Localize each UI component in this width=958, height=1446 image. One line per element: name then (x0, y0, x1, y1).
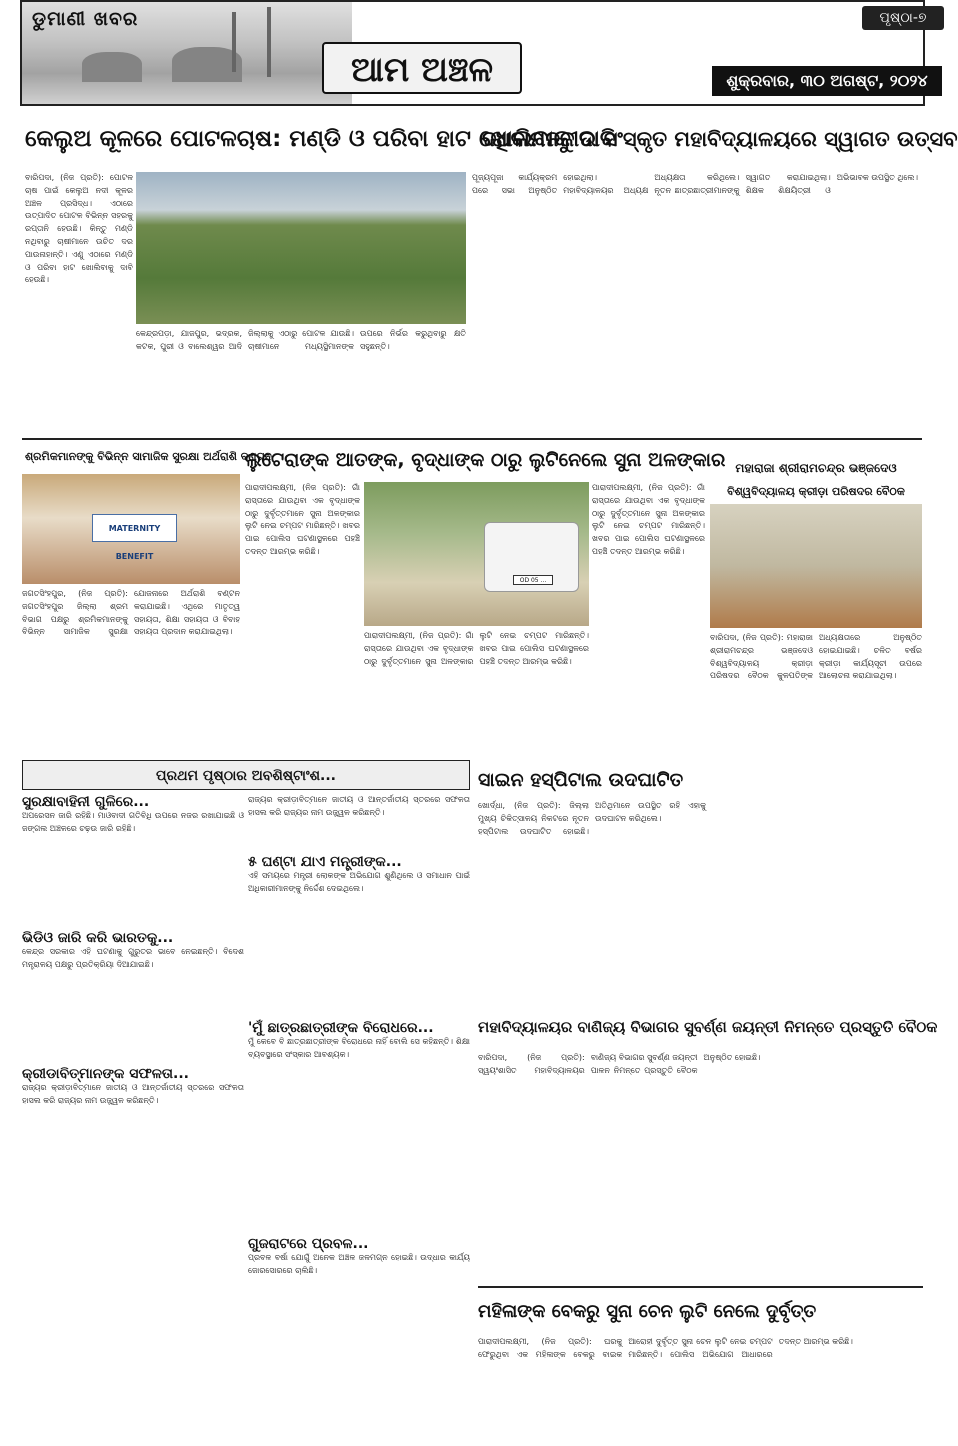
lead-right-body: ପୂଜ୍ୟପୂଜା କାର୍ଯ୍ୟକ୍ରମ ପରେ ସଭା ଅନୁଷ୍ଠିତ ହୋଇଥିଲା। ମହାବିଦ୍ୟାଳୟର ଅଧ୍ୟକ୍ଷ ଅଧ୍ୟକ୍ଷତା କରିଥିଲେ। ନୂତନ ଛାତ୍ରଛାତ୍ରୀମାନଙ୍କୁ ସ୍ୱାଗତ କରାଯାଇଥିଲା। ଶିକ୍ଷକ ଶିକ୍ଷୟିତ୍ରୀ ଓ ଅଭିଭାବକ ଉପସ୍ଥିତ ଥିଲେ। (472, 173, 918, 195)
university-photo (710, 504, 922, 628)
hospital-headline: ସାଇନ ହସ୍ପିଟାଲ ଉଦଘାଟିତ (478, 769, 684, 791)
robbery-body-right: ପାରାଦୀପଲକ୍ଷ୍ମୀ, (ନିଜ ପ୍ରତି): ଗାଁ ରାସ୍ତାରେ ଯାଉଥିବା ଏକ ବୃଦ୍ଧାଙ୍କ ଠାରୁ ଦୁର୍ବୃତ୍ତମାନେ ସୁନା ଅଳଙ୍କାର ଲୁଟି ନେଇ ଚମ୍ପଟ ମାରିଛନ୍ତି। ଖବର ପାଇ ପୋଲିସ ଘଟଣାସ୍ଥଳରେ ପହଞ୍ଚି ତଦନ୍ତ ଆରମ୍ଭ କରିଛି। (592, 483, 705, 556)
cont-4-body: ଏହି ସମୟରେ ମନ୍ତ୍ରୀ ଲୋକଙ୍କ ଅଭିଯୋଗ ଶୁଣିଥିଲେ ଓ ସମାଧାନ ପାଇଁ ଅଧିକାରୀମାନଙ୍କୁ ନିର୍ଦ୍ଦେଶ ଦେଇଥିଲେ। (248, 871, 470, 893)
continued-header: ପ୍ରଥମ ପୃଷ୍ଠାର ଅବଶିଷ୍ଟାଂଶ... (22, 760, 470, 790)
university-body: ବାରିପଦା, (ନିଜ ପ୍ରତି): ମହାରାଜା ଶ୍ରୀରାମଚନ୍ଦ୍ର ଭଞ୍ଜଦେଓ ବିଶ୍ୱବିଦ୍ୟାଳୟ କ୍ରୀଡ଼ା ପରିଷଦର ବୈଠକ କୁଳପତିଙ୍କ ଅଧ୍ୟକ୍ଷତାରେ ଅନୁଷ୍ଠିତ ହୋଇଯାଇଛି। ଚଳିତ ବର୍ଷର କ୍ରୀଡ଼ା କାର୍ଯ୍ୟସୂଚୀ ଉପରେ ଆଲୋଚନା କରାଯାଇଥିଲା। (710, 633, 922, 681)
workers-photo (22, 474, 240, 584)
lead-field-photo (136, 172, 466, 324)
robbery-body-left: ପାରାଦୀପଲକ୍ଷ୍ମୀ, (ନିଜ ପ୍ରତି): ଗାଁ ରାସ୍ତାରେ ଯାଉଥିବା ଏକ ବୃଦ୍ଧାଙ୍କ ଠାରୁ ଦୁର୍ବୃତ୍ତମାନେ ସୁନା ଅଳଙ୍କାର ଲୁଟି ନେଇ ଚମ୍ପଟ ମାରିଛନ୍ତି। ଖବର ପାଇ ପୋଲିସ ଘଟଣାସ୍ଥଳରେ ପହଞ୍ଚି ତଦନ୍ତ ଆରମ୍ଭ କରିଛି। (245, 483, 360, 556)
lead-headline-right: ଦଧିବାମନଜୀଉ ସଂସ୍କୃତ ମହାବିଦ୍ୟାଳୟରେ ସ୍ୱାଗତ ଉତ୍ସବ (482, 127, 958, 151)
university-headline-2: ବିଶ୍ୱବିଦ୍ୟାଳୟ କ୍ରୀଡ଼ା ପରିଷଦର ବୈଠକ (727, 485, 905, 498)
divider (22, 438, 922, 440)
cont-2-head: ଭିଡିଓ ଜାରି କରି ଭାରତକୁ... (22, 930, 174, 946)
benefit-card: MATERNITY BENEFIT (92, 514, 177, 542)
workers-headline: ଶ୍ରମିକମାନଙ୍କୁ ବିଭିନ୍ନ ସାମାଜିକ ସୁରକ୍ଷା ଅର୍ଥରାଶି ବଣ୍ଟନ (25, 450, 272, 463)
hospital-body: ଖୋର୍ଦ୍ଧା, (ନିଜ ପ୍ରତି): ଜିଲ୍ଲା ମୁଖ୍ୟ ଚିକିତ୍ସାଳୟ ନିକଟରେ ନୂତନ ହସ୍ପିଟାଲ ଉଦଘାଟିତ ହୋଇଛି। ଅତିଥିମାନେ ଉପସ୍ଥିତ ରହି ଏହାକୁ ଉଦଘାଟନ କରିଥିଲେ। (478, 801, 706, 836)
workers-body: ଜଗତସିଂହପୁର, (ନିଜ ପ୍ରତି): ଜଗତସିଂହପୁର ଜିଲ୍ଲା ଶ୍ରମ ବିଭାଗ ପକ୍ଷରୁ ଶ୍ରମିକମାନଙ୍କୁ ବିଭିନ୍ନ ସାମାଜିକ ସୁରକ୍ଷା ଯୋଜନାରେ ଅର୍ଥରାଶି ବଣ୍ଟନ କରାଯାଇଛି। ଏଥିରେ ମାତୃତ୍ୱ ସହାୟତା, ଶିକ୍ଷା ସହାୟତା ଓ ବିବାହ ସହାୟତା ପ୍ରଦାନ କରାଯାଇଥିଲା। (22, 589, 240, 637)
cont-1-head: ସୁରକ୍ଷାବାହିନୀ ଗୁଳିରେ... (22, 794, 150, 810)
masthead-brand: ଡୁମାଣୀ ଖବର (32, 8, 139, 30)
lead-left-body: ବାରିପଦା, (ନିଜ ପ୍ରତି): ପୋଟଳ ଚାଷ ପାଇଁ କେଲୁଅ ନଦୀ କୂଳର ଅଞ୍ଚଳ ପ୍ରସିଦ୍ଧ। ଏଠାରେ ଉତ୍ପାଦିତ ପୋଟଳ ବିଭିନ୍ନ ସହରକୁ ରପ୍ତାନି ହେଉଛି। କିନ୍ତୁ ମଣ୍ଡି ନଥିବାରୁ ଚାଷୀମାନେ ଉଚିତ ଦର ପାଉନାହାନ୍ତି। ଏଣୁ ଏଠାରେ ମଣ୍ଡି ଓ ପରିବା ହାଟ ଖୋଲିବାକୁ ଦାବି ହେଉଛି। (25, 173, 133, 285)
robbery-photo (364, 482, 589, 626)
cont-2-body: କେନ୍ଦ୍ର ସରକାର ଏହି ଘଟଣାକୁ ଗୁରୁତର ଭାବେ ନେଇଛନ୍ତି। ବିଦେଶ ମନ୍ତ୍ରାଳୟ ପକ୍ଷରୁ ପ୍ରତିକ୍ରିୟା ଦିଆଯାଇଛି। (22, 947, 244, 969)
cont-3b-body: ରାଜ୍ୟର କ୍ରୀଡ଼ାବିତ୍‌ମାନେ ଜାତୀୟ ଓ ଆନ୍ତର୍ଜାତୀୟ ସ୍ତରରେ ସଫଳତା ହାସଲ କରି ରାଜ୍ୟର ନାମ ଉଜ୍ଜ୍ୱଳ କରିଛନ୍ତି। (248, 795, 470, 817)
issue-date: ଶୁକ୍ରବାର, ୩୦ ଅଗଷ୍ଟ, ୨୦୨୪ (712, 66, 942, 96)
cont-6-head: ଗୁଜରାଟରେ ପ୍ରବଳ... (248, 1236, 369, 1252)
chain-headline: ମହିଳାଙ୍କ ବେକରୁ ସୁନା ଚେନ ଲୁଟି ନେଲେ ଦୁର୍ବୃତ୍ତ (478, 1286, 923, 1334)
vehicle-plate: OD 05 ... (513, 575, 553, 585)
lead-headline-left: କେଲୁଅ କୂଳରେ ପୋଟଳଚାଷ: ମଣ୍ଡି ଓ ପରିବା ହାଟ ଖୋଲିବାକୁ ଦାବି (25, 126, 616, 152)
cont-5-head: 'ମୁଁ ଛାତ୍ରଛାତ୍ରୀଙ୍କ ବିରୋଧରେ... (248, 1020, 434, 1036)
cont-3-body: ରାଜ୍ୟର କ୍ରୀଡ଼ାବିତ୍‌ମାନେ ଜାତୀୟ ଓ ଆନ୍ତର୍ଜାତୀୟ ସ୍ତରରେ ସଫଳତା ହାସଲ କରି ରାଜ୍ୟର ନାମ ଉଜ୍ଜ୍ୱଳ କରିଛନ୍ତି। (22, 1083, 244, 1105)
cont-3-head: କ୍ରୀଡାବିତ୍‌ମାନଙ୍କ ସଫଳତା... (22, 1066, 189, 1082)
continued-col-right (248, 794, 470, 1442)
chain-body: ପାରାଦୀପଲକ୍ଷ୍ମୀ, (ନିଜ ପ୍ରତି): ଘରକୁ ଫେରୁଥିବା ଏକ ମହିଳାଙ୍କ ବେକରୁ ବାଇକ ଆରୋହୀ ଦୁର୍ବୃତ୍ତ ସୁନା ଚେନ ଲୁଟି ନେଇ ଚମ୍ପଟ ମାରିଛନ୍ତି। ପୋଲିସ ଅଭିଯୋଗ ଆଧାରରେ ତଦନ୍ତ ଆରମ୍ଭ କରିଛି। (478, 1337, 853, 1359)
masthead (20, 0, 928, 106)
cont-6-body: ପ୍ରବଳ ବର୍ଷା ଯୋଗୁଁ ଅନେକ ଅଞ୍ଚଳ ଜଳମଗ୍ନ ହୋଇଛି। ଉଦ୍ଧାର କାର୍ଯ୍ୟ ଜୋରସୋରରେ ଚାଲିଛି। (248, 1253, 470, 1275)
commerce-body: ବାରିପଦା, (ନିଜ ପ୍ରତି): ସ୍ୱୟଂଶାସିତ ମହାବିଦ୍ୟାଳୟର ବାଣିଜ୍ୟ ବିଭାଗର ସୁବର୍ଣ୍ଣ ଜୟନ୍ତୀ ପାଳନ ନିମନ୍ତେ ପ୍ରସ୍ତୁତି ବୈଠକ ଅନୁଷ୍ଠିତ ହୋଇଛି। (478, 1053, 761, 1075)
page-number: ପୃଷ୍ଠା-୭ (862, 6, 944, 30)
section-title: ଆମ ଅଞ୍ଚଳ (322, 42, 522, 94)
cont-5-body: ମୁଁ କେବେ ବି ଛାତ୍ରଛାତ୍ରୀଙ୍କ ବିରୋଧରେ ନାହିଁ ବୋଲି ସେ କହିଛନ୍ତି। ଶିକ୍ଷା ବ୍ୟବସ୍ଥାରେ ସଂସ୍କାର ଆବଶ୍ୟକ। (248, 1037, 470, 1059)
cont-4-head: ୫ ଘଣ୍ଟା ଯାଏ ମନ୍ତ୍ରୀଙ୍କ... (248, 854, 402, 870)
university-headline-1: ମହାରାଜା ଶ୍ରୀରାମଚନ୍ଦ୍ର ଭଞ୍ଜଦେଓ (735, 461, 897, 475)
continued-col-left (22, 794, 244, 1442)
commerce-headline: ମହାବିଦ୍ୟାଳୟର ବାଣିଜ୍ୟ ବିଭାଗର ସୁବର୍ଣ୍ଣ ଜୟନ୍ତୀ ନିମନ୍ତେ ପ୍ରସ୍ତୁତି ବୈଠକ (478, 1018, 938, 1036)
robbery-body-mid: ପାରାଦୀପଲକ୍ଷ୍ମୀ, (ନିଜ ପ୍ରତି): ଗାଁ ରାସ୍ତାରେ ଯାଉଥିବା ଏକ ବୃଦ୍ଧାଙ୍କ ଠାରୁ ଦୁର୍ବୃତ୍ତମାନେ ସୁନା ଅଳଙ୍କାର ଲୁଟି ନେଇ ଚମ୍ପଟ ମାରିଛନ୍ତି। ଖବର ପାଇ ପୋଲିସ ଘଟଣାସ୍ଥଳରେ ପହଞ୍ଚି ତଦନ୍ତ ଆରମ୍ଭ କରିଛି। (364, 631, 589, 666)
cont-1-body: ଅପରେସନ ଜାରି ରହିଛି। ମାଓବାଦୀ ଗତିବିଧି ଉପରେ ନଜର ରଖାଯାଇଛି ଓ ଜଙ୍ଗଲ ଅଞ୍ଚଳରେ ଚଢ଼ଉ ଜାରି ରହିଛି। (22, 811, 244, 833)
lead-mid-body: କେନ୍ଦ୍ରପଡ଼ା, ଯାଜପୁର, ଭଦ୍ରକ, କଟକ, ପୁରୀ ଓ ବାଲେଶ୍ୱର ଆଦି ଜିଲ୍ଲାକୁ ଏଠାରୁ ପୋଟଳ ଯାଉଛି। ଚାଷୀମାନେ ମଧ୍ୟସ୍ଥିମାନଙ୍କ ଉପରେ ନିର୍ଭର କରୁଥିବାରୁ କ୍ଷତି ସହୁଛନ୍ତି। (136, 329, 466, 351)
robbery-headline: ଲୁଟେରାଙ୍କ ଆତଙ୍କ, ବୃଦ୍ଧାଙ୍କ ଠାରୁ ଲୁଟିନେଲେ ସୁନା ଅଳଙ୍କାର (245, 449, 726, 471)
police-vehicle (484, 522, 579, 592)
